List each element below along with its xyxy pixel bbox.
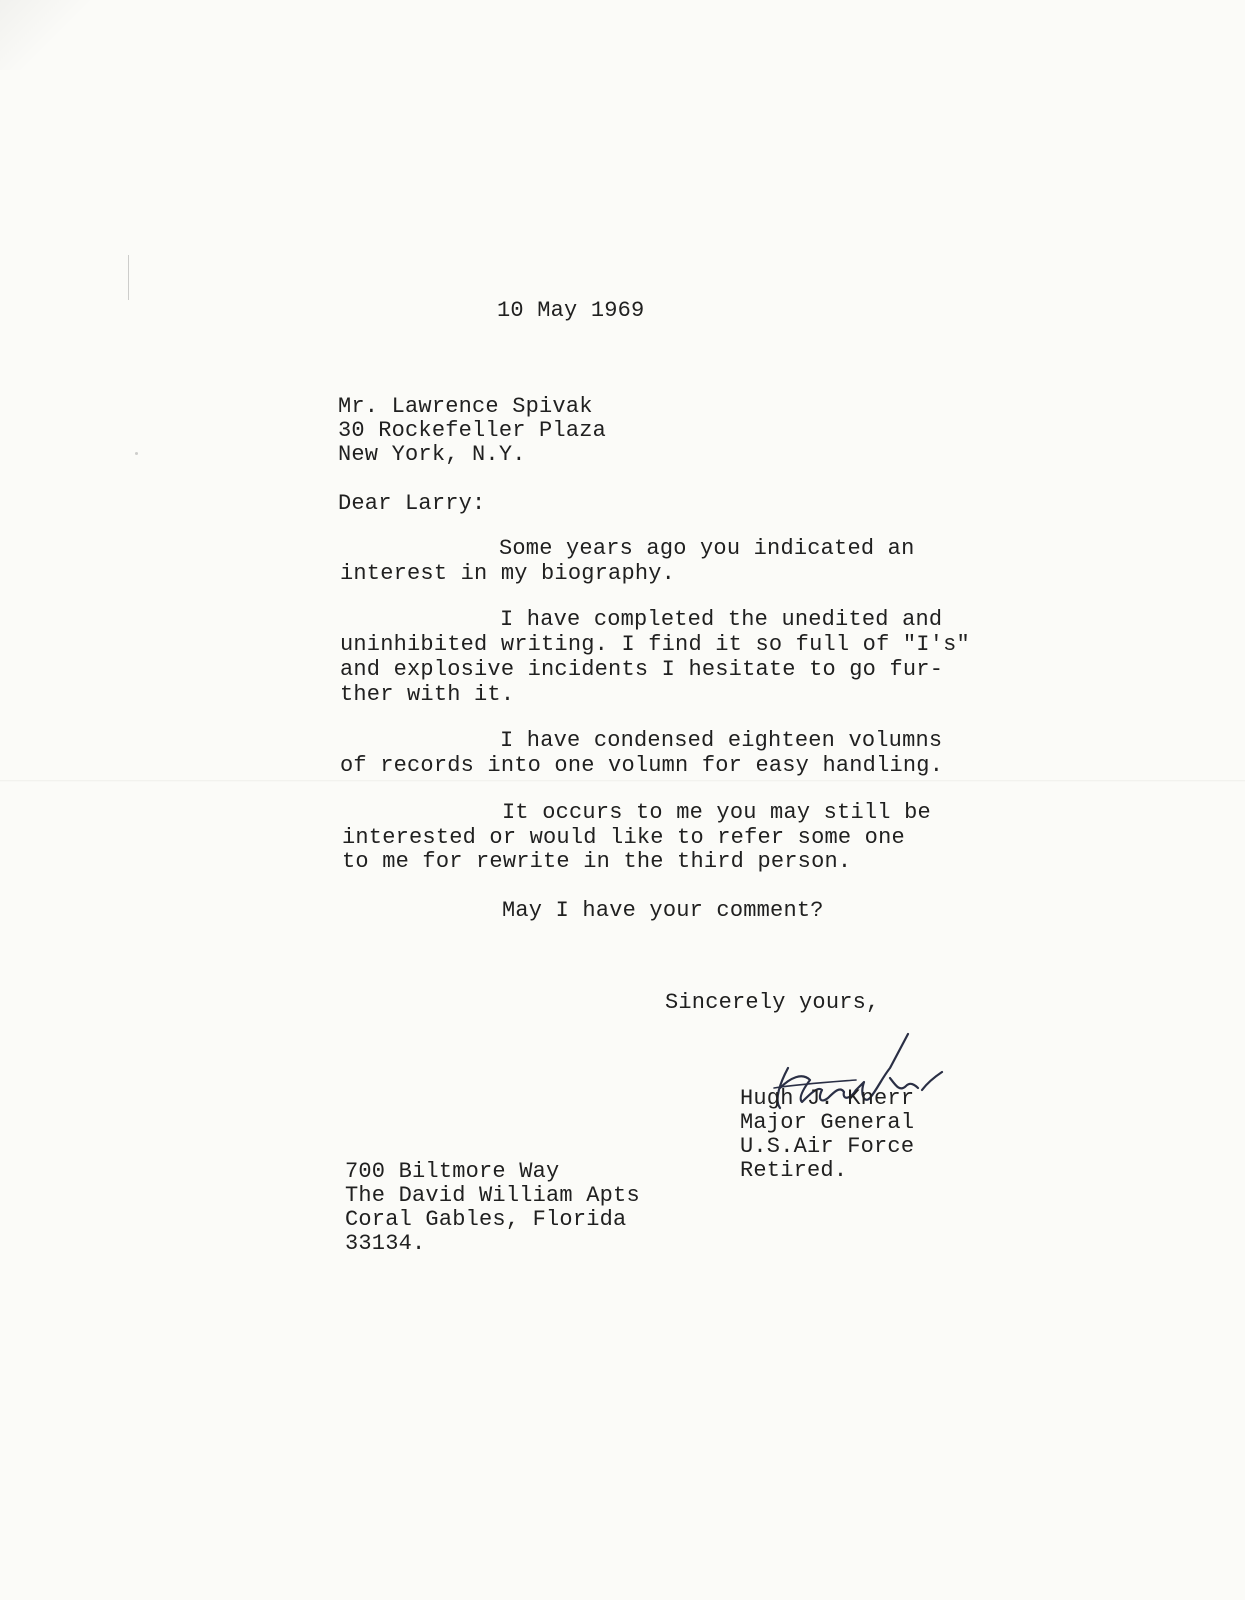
signatory-service: U.S.Air Force	[740, 1134, 915, 1159]
paragraph-line: interested or would like to refer some one	[342, 825, 905, 850]
paragraph-line: Some years ago you indicated an	[499, 536, 915, 561]
paper-crease	[0, 0, 90, 70]
sender-zip: 33134.	[345, 1231, 426, 1256]
paragraph-line: May I have your comment?	[502, 898, 824, 923]
signatory-rank: Major General	[740, 1110, 915, 1135]
paper-mark	[128, 255, 129, 300]
sender-city: Coral Gables, Florida	[345, 1207, 627, 1232]
paragraph-line: of records into one volumn for easy handling.	[340, 753, 944, 778]
recipient-name: Mr. Lawrence Spivak	[338, 394, 593, 419]
sender-building: The David William Apts	[345, 1183, 640, 1208]
recipient-street: 30 Rockefeller Plaza	[338, 418, 607, 443]
paragraph-line: interest in my biography.	[340, 561, 676, 586]
signatory-status: Retired.	[740, 1158, 848, 1183]
paragraph-line: I have completed the unedited and	[500, 607, 943, 632]
paragraph-line: It occurs to me you may still be	[502, 800, 931, 825]
paragraph-line: uninhibited writing. I find it so full of "I's"	[340, 632, 970, 657]
closing: Sincerely yours,	[665, 990, 880, 1015]
recipient-city: New York, N.Y.	[338, 442, 526, 467]
paper-speck	[135, 452, 138, 455]
paragraph-line: I have condensed eighteen volumns	[500, 728, 943, 753]
paragraph-line: to me for rewrite in the third person.	[342, 849, 852, 874]
paper-fold	[0, 780, 1245, 782]
paragraph-line: ther with it.	[340, 682, 515, 707]
signatory-name: Hugh J. Knerr	[740, 1086, 915, 1111]
salutation: Dear Larry:	[338, 491, 486, 516]
letter-date: 10 May 1969	[497, 298, 645, 323]
sender-street: 700 Biltmore Way	[345, 1159, 560, 1184]
paragraph-line: and explosive incidents I hesitate to go fur-	[340, 657, 944, 682]
